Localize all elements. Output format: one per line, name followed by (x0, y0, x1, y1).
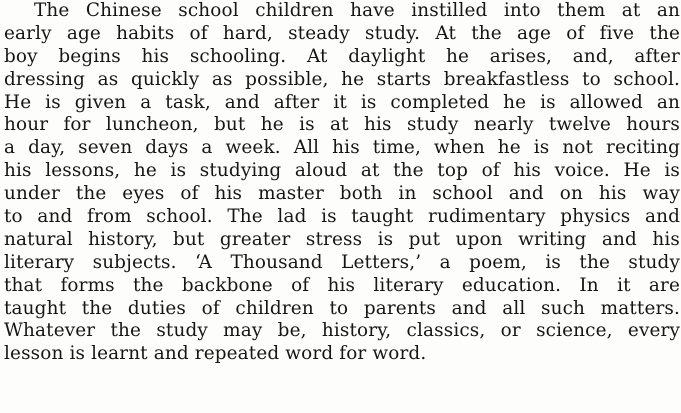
text-line-5: He is given a task, and after it is completed he is allowed an (4, 91, 680, 113)
text-line-11: natural history, but greater stress is put upon writing and his (4, 228, 680, 250)
text-line-6: hour for luncheon, but he is at his study nearly twelve hours (4, 114, 680, 136)
text-line-12: literary subjects. ‘A Thousand Letters,’ a poem, is the study (4, 251, 680, 273)
text-line-1: The Chinese school children have instilled into them at an (34, 0, 680, 21)
text-line-16: lesson is learnt and repeated word for word. (4, 343, 427, 365)
text-line-14: taught the duties of children to parents and all such matters. (4, 297, 680, 319)
text-line-4: dressing as quickly as possible, he starts breakfastless to school. (4, 68, 680, 90)
text-line-13: that forms the backbone of his literary education. In it are (4, 274, 680, 296)
text-line-10: to and from school. The lad is taught rudimentary physics and (4, 206, 680, 228)
text-line-8: his lessons, he is studying aloud at the top of his voice. He is (4, 160, 680, 182)
text-line-7: a day, seven days a week. All his time, when he is not reciting (4, 137, 680, 159)
text-line-2: early age habits of hard, steady study. At the age of five the (4, 22, 680, 44)
text-line-9: under the eyes of his master both in school and on his way (4, 183, 680, 205)
text-line-15: Whatever the study may be, history, classics, or science, every (4, 320, 680, 342)
text-line-3: boy begins his schooling. At daylight he arises, and, after (4, 45, 680, 67)
paragraph (4, 0, 680, 366)
